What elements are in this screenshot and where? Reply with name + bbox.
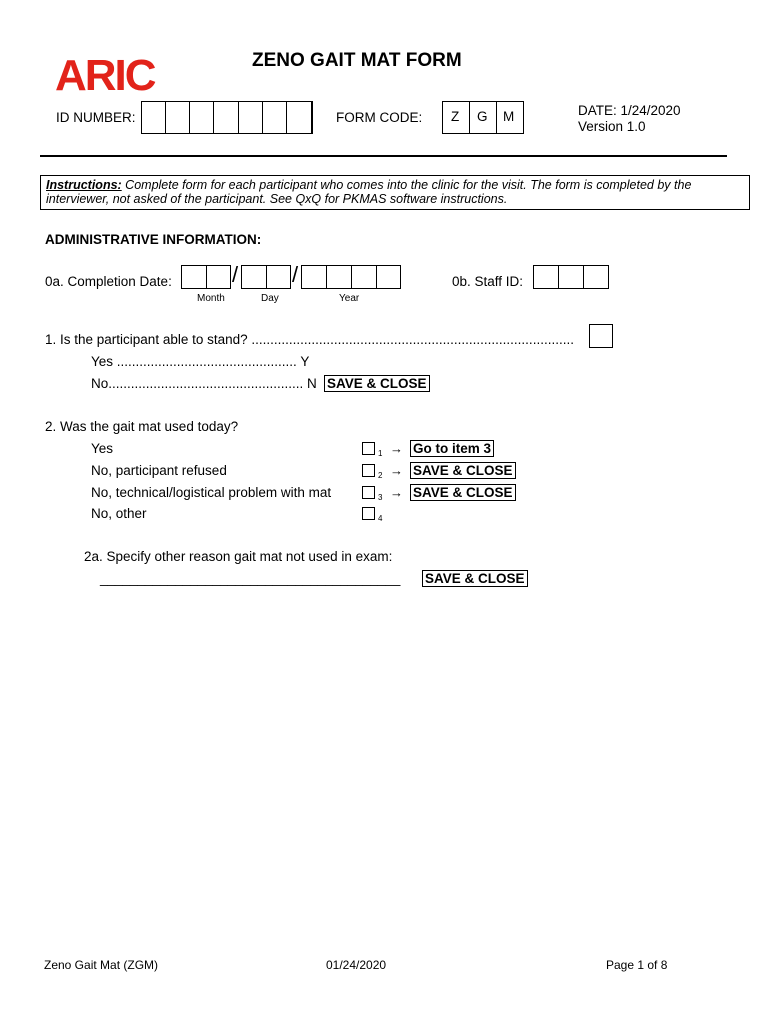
form-code-char: G [477, 109, 488, 124]
year-field[interactable] [301, 265, 401, 289]
form-code-label: FORM CODE: [336, 110, 423, 125]
date-separator: / [232, 262, 239, 287]
month-field[interactable] [181, 265, 231, 289]
q1-no-option: No.................................................... N [91, 376, 317, 391]
q2-option-label: No, technical/logistical problem with mat [91, 485, 332, 500]
id-number-field[interactable] [141, 101, 313, 134]
instructions-label: Instructions: [46, 178, 122, 192]
page-number: Page 1 of 8 [606, 958, 668, 972]
q2-option-checkbox[interactable] [362, 464, 375, 477]
arrow-right-icon: → [390, 441, 403, 456]
q2-option-label: No, participant refused [91, 463, 227, 478]
q2-option-checkbox[interactable] [362, 442, 375, 455]
save-close-label: SAVE & CLOSE [422, 570, 528, 587]
arrow-right-icon: → [390, 485, 403, 500]
month-caption: Month [197, 293, 225, 304]
day-caption: Day [261, 293, 279, 304]
save-close-label: SAVE & CLOSE [324, 375, 430, 392]
staff-id-label: 0b. Staff ID: [452, 274, 524, 289]
q2-option-label: No, other [91, 506, 147, 521]
save-close-label: SAVE & CLOSE [410, 462, 516, 479]
q1-yes-option: Yes ................................................ Y [91, 354, 310, 369]
q2-option-code: 1 [378, 449, 383, 458]
completion-date-label: 0a. Completion Date: [45, 274, 172, 289]
q2-option-code: 2 [378, 471, 383, 480]
form-code-char: M [503, 109, 515, 124]
q1-answer-box[interactable] [589, 324, 613, 348]
q2a-answer-line[interactable]: ________________________________________ [100, 571, 401, 586]
footer-date: 01/24/2020 [326, 958, 387, 972]
q2-label: 2. Was the gait mat used today? [45, 419, 239, 434]
aric-logo: ARIC [55, 51, 155, 100]
id-number-label: ID NUMBER: [56, 110, 136, 125]
header-divider [40, 155, 727, 157]
form-version: Version 1.0 [578, 119, 646, 134]
form-code-field [442, 101, 524, 134]
q2-option-code: 3 [378, 493, 383, 502]
arrow-right-icon: → [390, 463, 403, 478]
staff-id-field[interactable] [533, 265, 609, 289]
q2a-label: 2a. Specify other reason gait mat not used in exam: [84, 549, 393, 564]
footer-form-name: Zeno Gait Mat (ZGM) [44, 958, 159, 972]
year-caption: Year [339, 293, 360, 304]
q2-option-checkbox[interactable] [362, 486, 375, 499]
instructions-text: Complete form for each participant who comes into the clinic for the visit. The form is completed by the interviewer, not asked of the participant. See QxQ for PKMAS software instructions. [46, 178, 692, 206]
form-date: DATE: 1/24/2020 [578, 103, 681, 118]
admin-heading: ADMINISTRATIVE INFORMATION: [45, 232, 262, 247]
q1-label: 1. Is the participant able to stand? ...................................................................................... [45, 332, 574, 347]
instructions-box [40, 175, 750, 210]
skip-instruction: Go to item 3 [410, 440, 494, 457]
form-code-char: Z [451, 109, 460, 124]
page-title: ZENO GAIT MAT FORM [252, 50, 462, 71]
save-close-label: SAVE & CLOSE [410, 484, 516, 501]
q2-option-checkbox[interactable] [362, 507, 375, 520]
q2-option-label: Yes [91, 441, 114, 456]
q2-option-code: 4 [378, 514, 383, 523]
day-field[interactable] [241, 265, 291, 289]
date-separator: / [292, 262, 299, 287]
